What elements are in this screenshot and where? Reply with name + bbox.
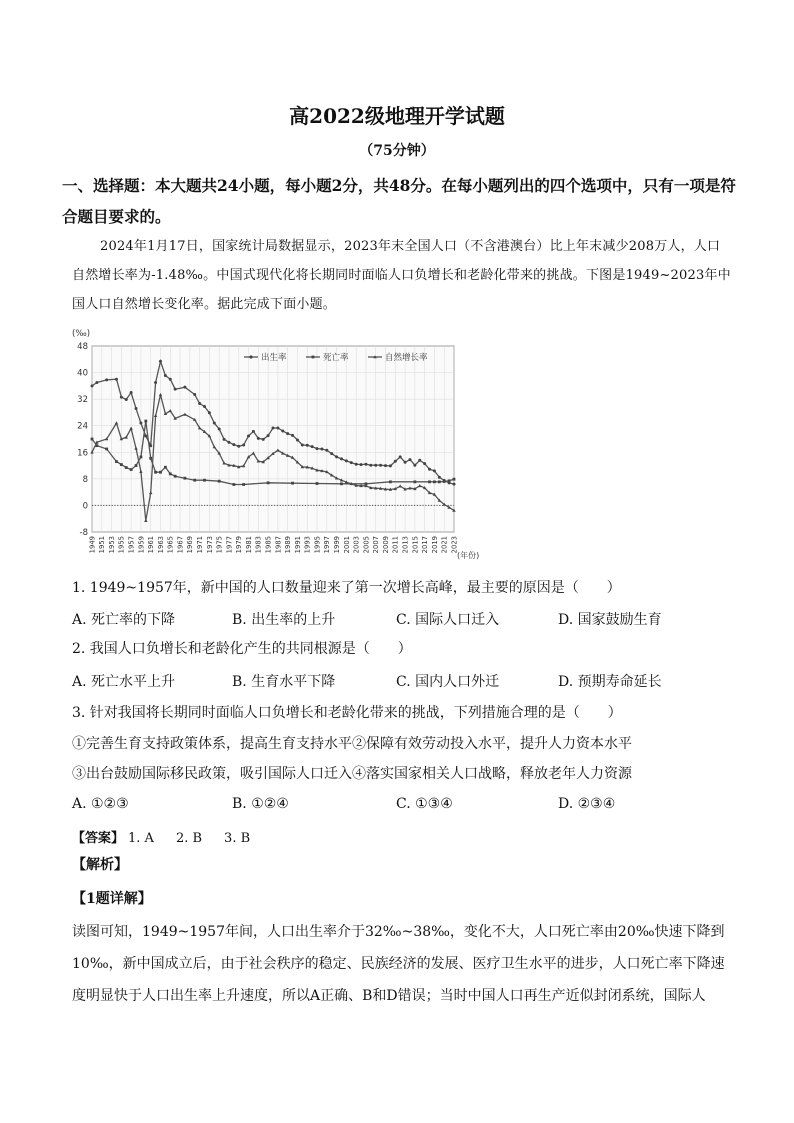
x-tick-label: 1993 [303, 536, 312, 554]
x-tick-label: 2003 [352, 536, 361, 554]
question-2-options [72, 671, 712, 691]
detail-label: 【1题详解】 [72, 891, 152, 907]
data-point [340, 457, 343, 460]
data-point [135, 407, 138, 410]
data-point [389, 480, 392, 483]
y-tick-label: 8 [82, 474, 88, 485]
q3-option-b[interactable]: B. ①②④ [232, 796, 289, 812]
data-point [247, 435, 250, 438]
legend-label: 出生率 [261, 353, 287, 363]
answer-3: 3. B [224, 831, 251, 846]
exam-duration: （75分钟） [359, 143, 435, 159]
data-point [203, 479, 206, 482]
data-point [125, 398, 128, 401]
data-point [144, 435, 147, 438]
x-tick-label: 1971 [196, 536, 205, 554]
data-point [325, 449, 328, 452]
question-3-statement-line-2: ③出台鼓励国际移民政策，吸引国际人口迁入④落实国家相关人口战略，释放老年人力资源 [72, 766, 632, 782]
q1-option-c[interactable]: C. 国际人口迁入 [396, 612, 500, 628]
data-point [399, 455, 402, 458]
data-point [428, 468, 431, 471]
data-point [438, 476, 441, 479]
data-point [135, 464, 138, 467]
data-point [203, 405, 206, 408]
y-tick-label: 0 [82, 501, 88, 512]
data-point [379, 464, 382, 467]
answer-2: 2. B [175, 831, 203, 846]
answer-line [72, 827, 250, 846]
data-point [272, 427, 275, 430]
data-point [140, 456, 143, 459]
data-point [232, 443, 235, 446]
x-tick-label: 1951 [98, 536, 107, 554]
x-tick-label: 2019 [430, 536, 439, 554]
y-axis-unit: (‰) [72, 329, 91, 339]
data-point [184, 477, 187, 480]
legend-marker [312, 356, 315, 359]
x-tick-label: 1961 [147, 536, 156, 554]
data-point [311, 445, 314, 448]
x-tick-label: 1995 [313, 536, 322, 554]
data-point [443, 480, 446, 483]
population-growth-chart [70, 324, 490, 560]
data-point [169, 472, 172, 475]
x-tick-label: 2017 [421, 536, 430, 554]
data-point [120, 463, 123, 466]
x-tick-label: 1955 [117, 536, 126, 554]
data-point [384, 464, 387, 467]
data-point [413, 480, 416, 483]
data-point [91, 384, 94, 387]
data-point [340, 482, 343, 485]
data-point [355, 463, 358, 466]
data-point [267, 434, 270, 437]
x-tick-label: 1959 [137, 536, 146, 554]
x-tick-label: 2001 [342, 536, 351, 554]
data-point [433, 469, 436, 472]
data-point [198, 402, 201, 405]
data-point [193, 393, 196, 396]
data-point [335, 455, 338, 458]
data-point [115, 378, 118, 381]
data-point [242, 483, 245, 486]
answer-label: 【答案】 [72, 831, 125, 846]
x-tick-label: 2021 [440, 536, 449, 554]
data-point [369, 464, 372, 467]
x-tick-label: 1997 [323, 536, 332, 554]
data-point [428, 480, 431, 483]
data-point [433, 480, 436, 483]
x-tick-label: 2013 [401, 536, 410, 554]
data-point [291, 482, 294, 485]
x-tick-label: 1967 [176, 536, 185, 554]
data-point [281, 430, 284, 433]
data-point [91, 438, 94, 441]
data-point [130, 391, 133, 394]
data-point [139, 422, 142, 425]
data-point [105, 378, 108, 381]
q3-option-c[interactable]: C. ①③④ [396, 796, 453, 812]
q2-option-a[interactable]: A. 死亡水平上升 [72, 674, 176, 690]
x-tick-label: 2007 [372, 536, 381, 554]
data-point [408, 458, 411, 461]
data-point [218, 428, 221, 431]
reading-passage: 2024年1月17日，国家统计局数据显示，2023年末全国人口（不含港澳台）比上年末减少208万人，人口自然增长率为-1.48‰。中国式现代化将长期同时面临人口负增长和老龄化带来的挑战。下图是1949~2023年中国人口自然增长变化率。据此完成下面小题。 [72, 239, 731, 312]
data-point [149, 457, 152, 460]
data-point [306, 444, 309, 447]
data-point [164, 374, 167, 377]
exam-title: 高2022级地理开学试题 [289, 104, 505, 128]
data-point [389, 464, 392, 467]
q2-option-b[interactable]: B. 生育水平下降 [232, 674, 336, 690]
data-point [364, 463, 367, 466]
data-point [154, 471, 157, 474]
q2-option-c[interactable]: C. 国内人口外迁 [396, 674, 500, 690]
data-point [301, 443, 304, 446]
answer-1: 1. A [128, 831, 154, 846]
x-tick-label: 1991 [293, 536, 302, 554]
data-point [237, 445, 240, 448]
x-tick-label: 2011 [391, 536, 400, 554]
section-heading: 一、选择题：本大题共24小题，每小题2分，共48分。在每小题列出的四个选项中，只有一项是符合题目要求的。 [62, 176, 736, 226]
data-point [242, 443, 245, 446]
legend-label: 自然增长率 [385, 353, 428, 363]
x-tick-label: 1981 [244, 536, 253, 554]
data-point [453, 483, 456, 486]
x-tick-label: 1975 [215, 536, 224, 554]
data-point [95, 381, 98, 384]
data-point [154, 381, 157, 384]
q2-option-d[interactable]: D. 预期寿命延长 [558, 674, 662, 690]
y-tick-label: -8 [79, 528, 88, 538]
x-tick-label: 1999 [332, 536, 341, 554]
y-tick-label: 48 [77, 342, 88, 352]
x-tick-label: 2015 [411, 536, 420, 554]
question-3-statement-line-1: ①完善生育支持政策体系，提高生育支持水平②保障有效劳动投入水平，提升人力资本水平 [72, 736, 632, 752]
x-tick-label: 1953 [107, 536, 116, 554]
question-1-options [72, 609, 712, 629]
data-point [291, 434, 294, 437]
x-tick-label: 1957 [127, 536, 136, 554]
data-point [438, 480, 441, 483]
data-point [453, 478, 456, 481]
data-point [105, 448, 108, 451]
data-point [169, 378, 172, 381]
data-point [120, 396, 123, 399]
data-point [413, 464, 416, 467]
data-point [144, 420, 147, 423]
data-point [164, 466, 167, 469]
data-point [374, 464, 377, 467]
data-point [286, 432, 289, 435]
data-point [159, 471, 162, 474]
x-tick-label: 1969 [186, 536, 195, 554]
data-point [232, 483, 235, 486]
data-point [276, 427, 279, 430]
analysis-label: 【解析】 [72, 857, 128, 873]
plot-frame [92, 346, 454, 532]
data-point [218, 480, 221, 483]
x-tick-label: 1977 [225, 536, 234, 554]
legend-label: 死亡率 [323, 353, 349, 363]
x-tick-label: 1983 [254, 536, 263, 554]
data-point [262, 438, 265, 441]
data-point [360, 463, 363, 466]
x-tick-label: 1985 [264, 536, 273, 554]
x-tick-label: 1987 [274, 536, 283, 554]
data-point [174, 475, 177, 478]
data-point [296, 438, 299, 441]
x-tick-label: 2005 [362, 536, 371, 554]
y-tick-label: 24 [77, 421, 88, 432]
y-tick-label: 40 [77, 368, 88, 379]
x-tick-label: 1963 [156, 536, 165, 554]
x-tick-label: 1989 [284, 536, 293, 554]
data-point [252, 430, 255, 433]
q3-option-a[interactable]: A. ①②③ [72, 796, 129, 812]
data-point [193, 479, 196, 482]
legend-marker [249, 355, 252, 358]
x-tick-label: 1965 [166, 536, 175, 554]
y-tick-label: 16 [77, 448, 88, 459]
q1-option-a[interactable]: A. 死亡率的下降 [72, 612, 176, 628]
x-tick-label: 1949 [88, 536, 97, 554]
question-3-stem: 3. 针对我国将长期同时面临人口负增长和老龄化带来的挑战，下列措施合理的是（ ） [72, 705, 622, 721]
data-point [316, 482, 319, 485]
question-2-stem: 2. 我国人口负增长和老龄化产生的共同根源是（ ） [72, 641, 412, 657]
x-axis-unit: (年份) [457, 551, 480, 560]
q1-option-d[interactable]: D. 国家鼓励生育 [558, 612, 662, 628]
data-point [320, 447, 323, 450]
data-point [448, 479, 451, 482]
q1-option-b[interactable]: B. 出生率的上升 [232, 612, 336, 628]
data-point [183, 386, 186, 389]
x-tick-label: 1979 [235, 536, 244, 554]
data-point [223, 438, 226, 441]
data-point [423, 462, 426, 465]
q3-option-d[interactable]: D. ②③④ [558, 796, 616, 812]
data-point [227, 441, 230, 444]
x-tick-label: 2023 [450, 536, 459, 554]
data-point [130, 468, 133, 471]
data-point [159, 360, 162, 363]
explanation-text: 读图可知，1949~1957年间，人口出生率介于32‰~38‰，变化不大，人口死亡率由20‰快速下降到10‰，新中国成立后，由于社会秩序的稳定、民族经济的发展、医疗卫生水平的进步，人口死亡率下降速度明显快于人口出生率上升速度，所以A正确、B和D错误；当时中国人口再生产近似封闭系统，国际人 [72, 924, 725, 1004]
data-point [418, 459, 421, 462]
data-point [213, 422, 216, 425]
data-point [350, 461, 353, 464]
y-tick-label: 32 [77, 395, 88, 406]
data-point [208, 411, 211, 414]
data-point [125, 466, 128, 469]
data-point [404, 461, 407, 464]
data-point [316, 447, 319, 450]
question-1-stem: 1. 1949~1957年，新中国的人口数量迎来了第一次增长高峰，最主要的原因是（ ） [72, 580, 621, 596]
question-3-options [72, 796, 712, 816]
data-point [267, 481, 270, 484]
data-point [115, 460, 118, 463]
x-tick-label: 1973 [205, 536, 214, 554]
data-point [174, 388, 177, 391]
data-point [257, 437, 260, 440]
data-point [345, 459, 348, 462]
data-point [330, 452, 333, 455]
x-tick-label: 2009 [381, 536, 390, 554]
data-point [394, 460, 397, 463]
